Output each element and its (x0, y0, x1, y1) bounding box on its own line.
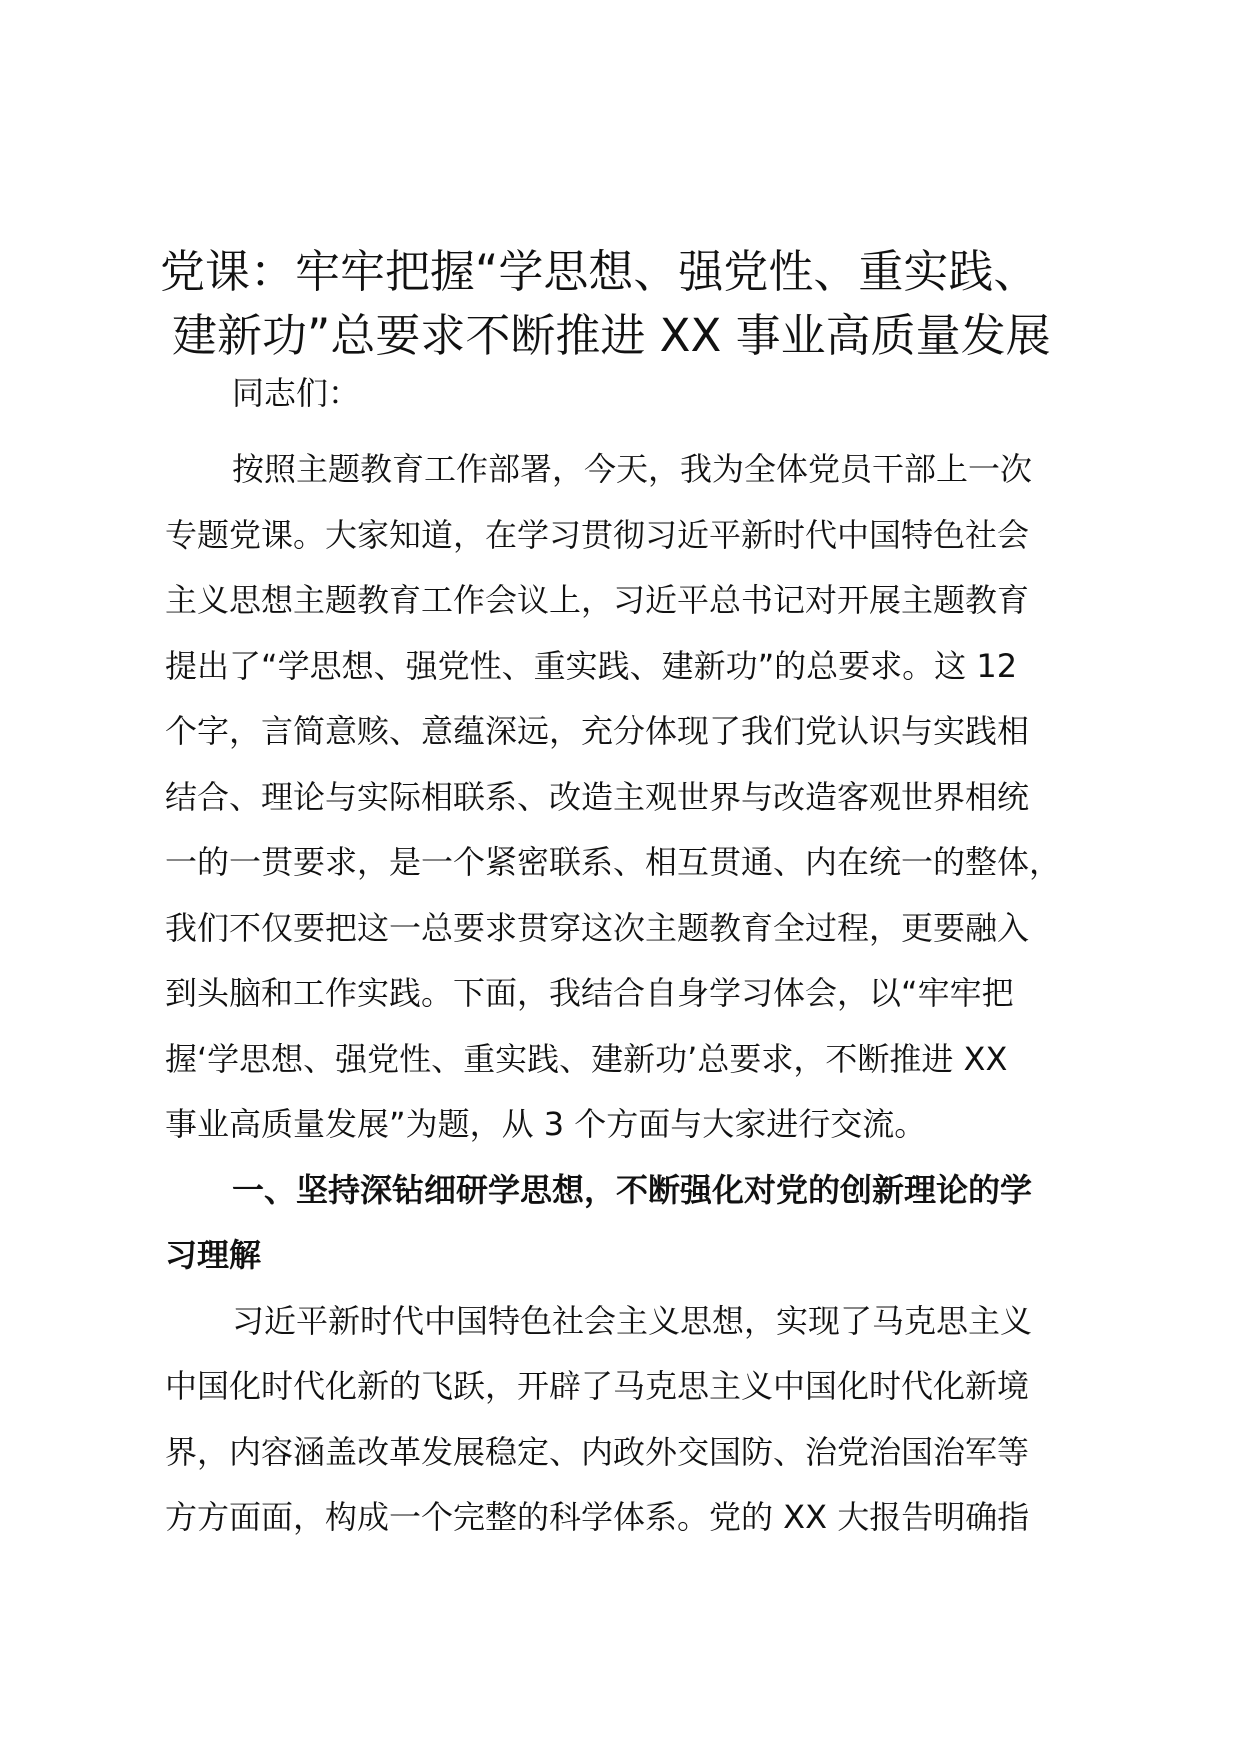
paragraph-line: 事业高质量发展”为题，从 3 个方面与大家进行交流。 (165, 1105, 927, 1143)
paragraph-line: 一的一贯要求，是一个紧密联系、相互贯通、内在统一的整体， (165, 843, 1062, 881)
title-line: 党课：牢牢把握“学思想、强党性、重实践、 (160, 245, 1039, 298)
title-line: 建新功”总要求不断推进 XX 事业高质量发展 (172, 309, 1051, 362)
document-body (165, 365, 1085, 1551)
paragraph-line: 中国化时代化新的飞跃，开辟了马克思主义中国化时代化新境 (165, 1367, 1030, 1405)
paragraph-1 (165, 437, 1085, 1158)
paragraph-line: 主义思想主题教育工作会议上，习近平总书记对开展主题教育 (165, 581, 1030, 619)
paragraph-line: 专题党课。大家知道，在学习贯彻习近平新时代中国特色社会 (165, 515, 1030, 554)
paragraph-line: 界，内容涵盖改革发展稳定、内政外交国防、治党治国治军等 (165, 1432, 1030, 1471)
paragraph-line: 到头脑和工作实践。下面，我结合自身学习体会，以“牢牢把 (165, 974, 1014, 1012)
paragraph-line: 按照主题教育工作部署，今天，我为全体党员干部上一次 (232, 450, 1033, 488)
paragraph-line: 握‘学思想、强党性、重实践、建新功’总要求，不断推进 XX (165, 1039, 1008, 1078)
paragraph-line: 个字，言简意赅、意蕴深远，充分体现了我们党认识与实践相 (165, 712, 1030, 750)
paragraph-line: 习近平新时代中国特色社会主义思想，实现了马克思主义 (232, 1301, 1033, 1340)
paragraph-line: 方方面面，构成一个完整的科学体系。党的 XX 大报告明确指 (165, 1498, 1030, 1536)
document-title (160, 240, 1090, 368)
heading-line: 习理解 (165, 1236, 262, 1274)
heading-line: 一、坚持深钻细研学思想，不断强化对党的创新理论的学 (232, 1170, 1033, 1209)
section-heading-1 (165, 1158, 1085, 1289)
salutation: 同志们： (232, 374, 361, 412)
paragraph-2 (165, 1289, 1085, 1551)
paragraph-line: 我们不仅要把这一总要求贯穿这次主题教育全过程，更要融入 (165, 908, 1030, 947)
paragraph-line: 结合、理论与实际相联系、改造主观世界与改造客观世界相统 (165, 777, 1030, 816)
paragraph-line: 提出了“学思想、强党性、重实践、建新功”的总要求。这 12 (165, 646, 1018, 685)
